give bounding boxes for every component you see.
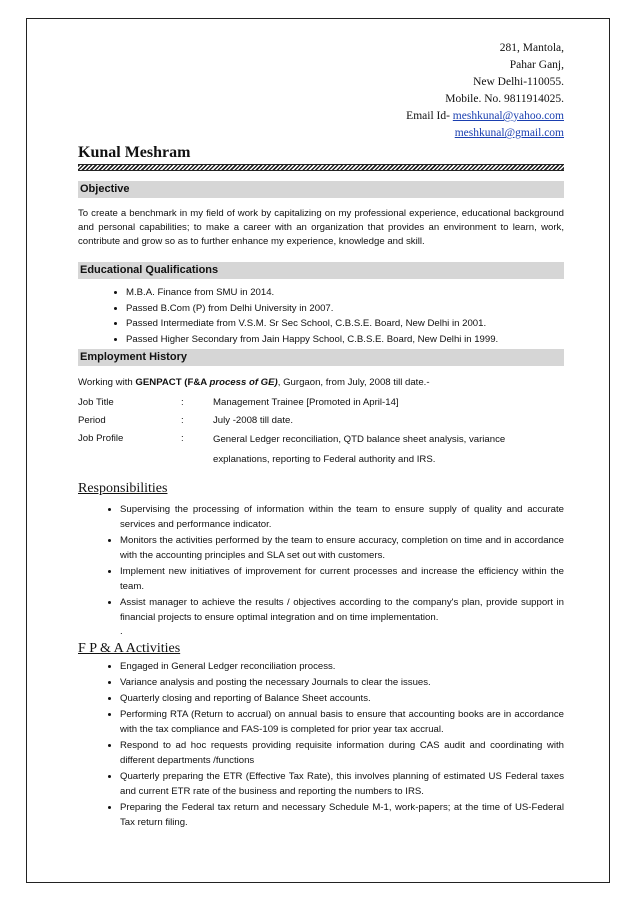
period-colon: :: [181, 415, 184, 426]
list-item: • Supervising the processing of information within the team to ensure supply of quality and accurate services and performance indicator.: [120, 502, 564, 532]
job-profile-key: Job Profile: [78, 433, 124, 444]
job-profile-colon: :: [181, 433, 184, 444]
list-item: • Performing RTA (Return to accrual) on annual basis to ensure that accounting books are in accordance with the tax compliance and FAS-109 is completed for prior year tax accrual.: [120, 707, 564, 737]
list-item: • Monitors the activities performed by the team to ensure accuracy, completion on time and in accordance with the accounting principles and SLA set out with customers.: [120, 533, 564, 563]
job-title-value: Management Trainee [Promoted in April-14]: [213, 397, 399, 408]
period-value: July -2008 till date.: [213, 415, 293, 426]
process-label: (F&A: [181, 377, 210, 388]
list-item: • Variance analysis and posting the necessary Journals to clear the issues.: [120, 675, 564, 690]
list-item: • Passed Higher Secondary from Jain Happy School, C.B.S.E. Board, New Delhi in 1999.: [126, 332, 564, 348]
email-link-yahoo[interactable]: meshkunal@yahoo.com: [452, 110, 564, 122]
list-item: • Quarterly closing and reporting of Balance Sheet accounts.: [120, 691, 564, 706]
email-label: Email Id-: [406, 110, 453, 122]
list-item: • Respond to ad hoc requests providing requisite information during CAS audit and coordinating with different departments /functions: [120, 738, 564, 768]
job-title-key: Job Title: [78, 397, 114, 408]
list-item: • Passed B.Com (P) from Delhi University in 2007.: [126, 301, 564, 317]
responsibilities-heading: Responsibilities: [78, 481, 168, 496]
work-suffix: , Gurgaon, from July, 2008 till date.-: [277, 377, 430, 388]
job-profile-row: [78, 430, 564, 470]
address-line-1: 281, Mantola,: [499, 42, 564, 54]
employment-heading: Employment History: [78, 349, 564, 366]
list-item: • Quarterly preparing the ETR (Effective Tax Rate), this involves planning of estimated US Federal taxes and current ETR rate of the business and reporting the numbers to IRS.: [120, 769, 564, 799]
objective-heading: Objective: [78, 181, 564, 198]
trailing-dot: .: [120, 626, 123, 637]
resume-document: [78, 40, 564, 831]
responsibilities-list: [78, 502, 564, 625]
candidate-name: Kunal Meshram: [78, 144, 191, 161]
name-divider: [78, 164, 564, 171]
list-item: • Preparing the Federal tax return and necessary Schedule M-1, work-papers; at the time of US-Federal Tax return filing.: [120, 800, 564, 830]
company-name: GENPACT: [135, 377, 182, 388]
job-title-row: [78, 394, 564, 412]
process-label-italic: process of GE): [209, 377, 278, 388]
contact-block: [78, 40, 564, 142]
job-details: [78, 394, 564, 470]
education-list: [78, 285, 564, 347]
fpa-heading: F P & A Activities: [78, 641, 181, 656]
work-prefix: Working with: [78, 377, 136, 388]
list-item: • Passed Intermediate from V.S.M. Sr Sec School, C.B.S.E. Board, New Delhi in 2001.: [126, 316, 564, 332]
list-item: • Engaged in General Ledger reconciliation process.: [120, 659, 564, 674]
list-item: • M.B.A. Finance from SMU in 2014.: [126, 285, 564, 301]
mobile-number: Mobile. No. 9811914025.: [445, 93, 564, 105]
period-row: [78, 412, 564, 430]
email-line-2: [78, 125, 564, 142]
fpa-list: [78, 659, 564, 830]
address-line-2: Pahar Ganj,: [509, 59, 564, 71]
employment-summary: [78, 376, 564, 390]
list-item: • Assist manager to achieve the results / objectives according to the company's plan, provide support in financial projects to ensure optimal integration and on time implementation.: [120, 595, 564, 625]
address-line-3: New Delhi-110055.: [473, 76, 564, 88]
education-heading: Educational Qualifications: [78, 262, 564, 279]
job-title-colon: :: [181, 397, 184, 408]
period-key: Period: [78, 415, 106, 426]
job-profile-value: General Ledger reconciliation, QTD balance sheet analysis, variance explanations, reporting to Federal authority and IRS.: [213, 434, 506, 465]
list-item: • Implement new initiatives of improvement for current processes and increase the efficiency within the team.: [120, 564, 564, 594]
objective-text: To create a benchmark in my field of work by capitalizing on my professional experience, educational background and personal capabilities; to make a career with an organization that provides an environment to learn, work, contribute and grow so as to further enhance my experience, knowledge and skill.: [78, 208, 564, 247]
email-link-gmail[interactable]: meshkunal@gmail.com: [454, 127, 564, 139]
email-line: [78, 108, 564, 125]
